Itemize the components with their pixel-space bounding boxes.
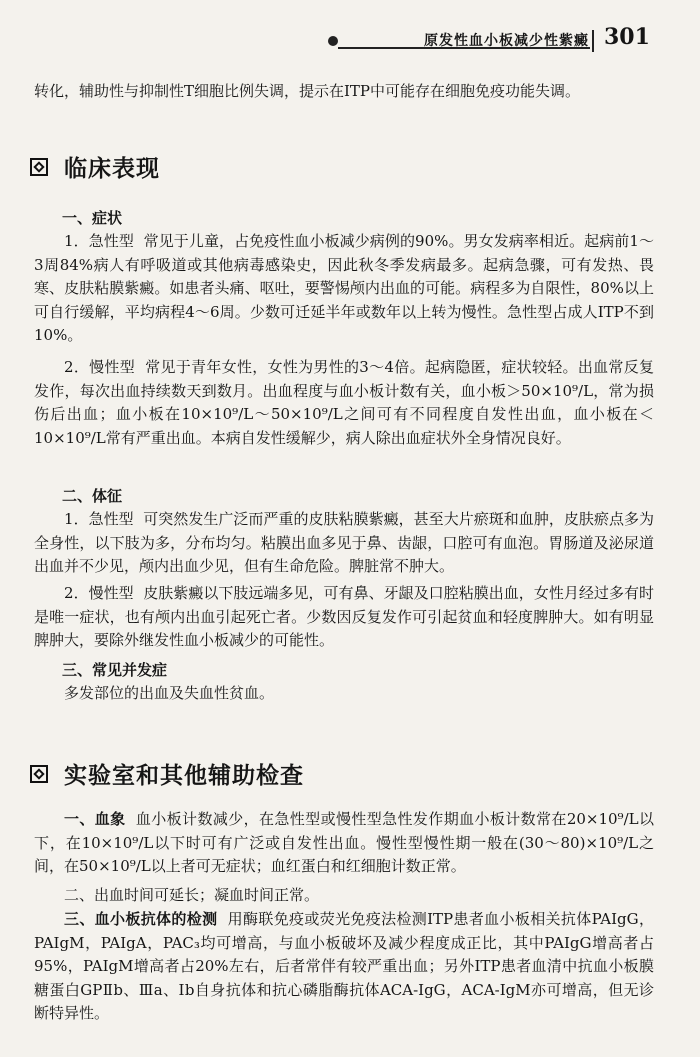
symptoms-acute-paragraph — [34, 230, 654, 348]
signs-acute-paragraph — [34, 508, 654, 579]
subheading-signs: 二、体征 — [62, 487, 123, 505]
header-bullet-icon — [328, 36, 338, 46]
acute-lead: 1．急性型 — [64, 232, 134, 250]
subheading-complications: 三、常见并发症 — [62, 661, 168, 679]
page-number: 301 — [604, 24, 650, 50]
section-title: 临床表现 — [64, 156, 160, 182]
signs-acute-text: 可突然发生广泛而严重的皮肤粘膜紫癜，甚至大片瘀斑和血肿，皮肤瘀点多为全身性，以下肢为多，分布均匀。粘膜出血多见于鼻、齿龈，口腔可有血泡。胃肠道及泌尿道出血并不少见，颅内出血少见，但有生命危险。脾脏常不肿大。 — [34, 510, 654, 575]
section-heading-clinical — [30, 150, 160, 183]
antibody-paragraph — [34, 908, 654, 1026]
header-separator — [592, 30, 594, 52]
complications-paragraph: 多发部位的出血及失血性贫血。 — [64, 684, 275, 702]
antibody-lead: 三、血小板抗体的检测 — [64, 910, 218, 928]
chronic-text: 常见于青年女性，女性为男性的3～4倍。起病隐匿，症状较轻。出血常反复发作，每次出血持续数天到数月。出血程度与血小板计数有关，血小板＞50×10⁹/L，常为损伤后出血；血小板在10×10⁹/L～50×10⁹/L之间可有不同程度自发性出血，血小板在＜10×10⁹/L常有严重出血。本病自发性缓解少，病人除出血症状外全身情况良好。 — [34, 358, 655, 447]
signs-acute-lead: 1．急性型 — [64, 510, 134, 528]
blood-lead: 一、血象 — [64, 810, 126, 828]
running-title: 原发性血小板减少性紫癜 — [424, 33, 589, 49]
intro-paragraph: 转化，辅助性与抑制性T细胞比例失调，提示在ITP中可能存在细胞免疫功能失调。 — [34, 82, 581, 100]
running-header — [0, 0, 700, 60]
section-title: 实验室和其他辅助检查 — [64, 763, 304, 789]
section-heading-lab — [30, 757, 304, 790]
section-diamond-icon — [30, 158, 48, 176]
blood-paragraph — [34, 808, 654, 879]
symptoms-chronic-paragraph — [34, 356, 654, 450]
bleeding-time-paragraph: 二、出血时间可延长；凝血时间正常。 — [64, 886, 320, 904]
section-diamond-icon — [30, 765, 48, 783]
acute-text: 常见于儿童，占免疫性血小板减少病例的90%。男女发病率相近。起病前1～3周84%病人有呼吸道或其他病毒感染史，因此秋冬季发病最多。起病急骤，可有发热、畏寒、皮肤粘膜紫癜。如患者头痛、呕吐，要警惕颅内出血的可能。病程多为自限性，80%以上可自行缓解，平均病程4～6周。少数可迁延半年或数年以上转为慢性。急性型占成人ITP不到10%。 — [34, 232, 655, 344]
signs-chronic-paragraph — [34, 582, 654, 653]
antibody-text: 用酶联免疫或荧光免疫法检测ITP患者血小板相关抗体PAIgG，PAIgM，PAIgA，PAC₃均可增高，与血小板破坏及减少程度成正比，其中PAIgG增高者占95%，PAIgM增高者占20%左右，后者常伴有较严重出血；另外ITP患者血清中抗血小板膜糖蛋白GPⅡb、Ⅲa、Ⅰb自身抗体和抗心磷脂酶抗体ACA-IgG，ACA-IgM亦可增高，但无诊断特异性。 — [34, 910, 654, 1022]
signs-chronic-text: 皮肤紫癜以下肢远端多见，可有鼻、牙龈及口腔粘膜出血，女性月经过多有时是唯一症状，也有颅内出血引起死亡者。少数因反复发作可引起贫血和轻度脾肿大。如有明显脾肿大，要除外继发性血小板减少的可能性。 — [34, 584, 654, 649]
subheading-symptoms: 一、症状 — [62, 209, 123, 227]
chronic-lead: 2．慢性型 — [64, 358, 136, 376]
blood-text: 血小板计数减少，在急性型或慢性型急性发作期血小板计数常在20×10⁹/L以下，在10×10⁹/L以下时可有广泛或自发性出血。慢性型慢性期一般在(30～80)×10⁹/L之间，在50×10⁹/L以上者可无症状；血红蛋白和红细胞计数正常。 — [34, 810, 654, 875]
signs-chronic-lead: 2．慢性型 — [64, 584, 134, 602]
